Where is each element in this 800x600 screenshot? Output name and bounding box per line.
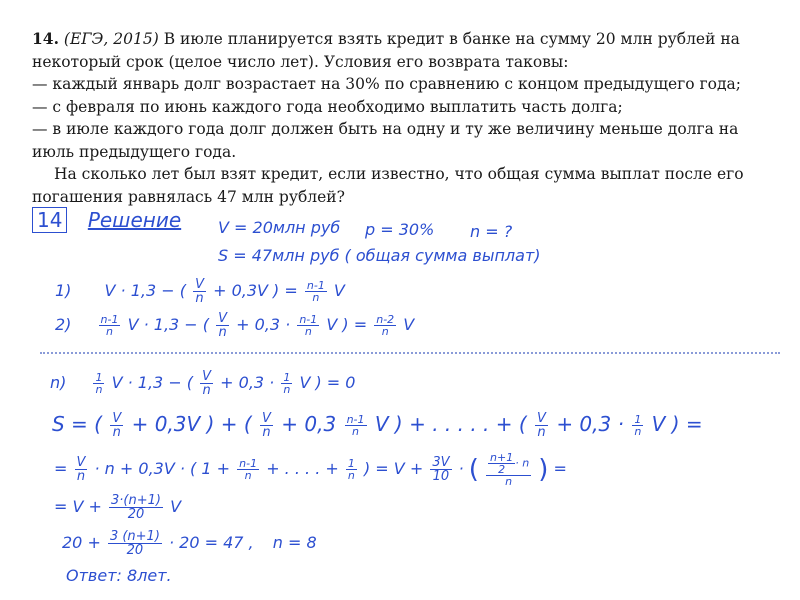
sum-e: + 0,3 ·	[556, 412, 624, 436]
problem-intro-text: В июле планируется взять кредит в банке на сумму 20 млн рублей на некоторый срок (целое число лет). Условия его возврата таковы:	[32, 30, 740, 71]
step-1-v: V	[333, 281, 345, 300]
expand-g: =	[553, 459, 567, 478]
frac-nm2-over-n: $\frac{n-2}{n}$	[376, 313, 395, 338]
final-a: 20 +	[62, 533, 101, 552]
final-b: · 20 = 47 ,	[169, 533, 254, 552]
frac-1-over-n: $\frac{1}{n}$	[95, 371, 103, 396]
expand-a: =	[54, 459, 68, 478]
frac-nm1-over-n: $\frac{n-1}{n}$	[299, 313, 318, 338]
frac-nm1-over-n: $\frac{n-1}{n}$	[100, 313, 119, 338]
step-1-a: V · 1,3 − (	[104, 281, 186, 300]
expand-b: · n + 0,3V · ( 1 +	[94, 459, 231, 478]
frac-3np1-over-20: $\frac{3\cdot(n+1)}{20}$	[111, 493, 161, 522]
answer: Ответ: 8лет.	[66, 566, 172, 585]
problem-statement	[32, 28, 772, 208]
frac-nm1-over-n: $\frac{n-1}{n}$	[239, 457, 258, 482]
frac-3v-over-10: $\frac{3V}{10}$	[432, 455, 450, 484]
expand-c: + . . . . +	[266, 459, 339, 478]
solution-heading: Решение	[87, 208, 182, 232]
sum-d: V ) + . . . . . + (	[374, 412, 527, 436]
frac-v-over-n: $\frac{V}{n}$	[218, 311, 228, 340]
step-2	[55, 312, 414, 339]
sum-line	[52, 412, 703, 439]
simplified-b: V	[170, 497, 182, 516]
step-2-label: 2)	[55, 315, 72, 334]
step-2-a: V · 1,3 − (	[127, 315, 210, 334]
frac-big: $\frac{n+1}{2}$ · n n	[486, 452, 531, 487]
expand-e: ·	[458, 459, 464, 478]
problem-question: На сколько лет был взят кредит, если известно, что общая сумма выплат после его погашения равнялась 47 млн рублей?	[32, 165, 744, 206]
final-c: n = 8	[272, 533, 317, 552]
sum-a: S = (	[52, 412, 102, 436]
step-n-a: V · 1,3 − (	[111, 373, 194, 392]
step-2-c: V ) =	[326, 315, 368, 334]
problem-intro	[32, 28, 772, 73]
frac-v-over-n: $\frac{V}{n}$	[76, 455, 86, 484]
expand-d: ) = V +	[363, 459, 424, 478]
close-paren: )	[538, 454, 549, 485]
expand-line	[54, 452, 567, 487]
sum-b: + 0,3V ) + (	[131, 412, 252, 436]
solution-box-label: 14	[32, 207, 67, 233]
frac-nm1-over-n: $\frac{n-1}{n}$	[306, 279, 325, 304]
step-n-b: + 0,3 ·	[220, 373, 275, 392]
step-2-v: V	[403, 315, 415, 334]
simplified-a: = V +	[54, 497, 102, 516]
sum-f: V ) =	[651, 412, 703, 436]
frac-v-over-n: $\frac{V}{n}$	[195, 277, 204, 306]
frac-1-over-n: $\frac{1}{n}$	[347, 457, 355, 482]
given-v: V = 20млн руб	[218, 218, 341, 237]
open-paren: (	[468, 454, 479, 485]
ellipsis-dots	[40, 352, 780, 356]
frac-1-over-n: $\frac{1}{n}$	[283, 371, 291, 396]
problem-source: (ЕГЭ, 2015)	[63, 30, 159, 48]
problem-number: 14.	[32, 29, 59, 48]
step-n	[50, 370, 355, 397]
solution-header	[32, 208, 181, 232]
simplified-line	[54, 494, 181, 521]
frac-1-over-n: $\frac{1}{n}$	[634, 413, 642, 438]
given-p: p = 30%	[365, 220, 435, 239]
frac-3np1-over-20: $\frac{3 (n+1)}{20}$	[109, 529, 160, 558]
frac-v-over-n: $\frac{V}{n}$	[537, 411, 546, 440]
frac-v-over-n: $\frac{V}{n}$	[202, 369, 212, 398]
frac-nm1-over-n: $\frac{n-1}{n}$	[346, 413, 365, 438]
step-1	[55, 278, 345, 305]
step-1-b: + 0,3V ) =	[213, 281, 298, 300]
step-1-label: 1)	[55, 281, 72, 300]
given-n: n = ?	[470, 222, 513, 241]
condition-1: — каждый январь долг возрастает на 30% по сравнению с концом предыдущего года;	[32, 75, 741, 93]
given-s: S = 47млн руб ( общая сумма выплат)	[218, 246, 541, 265]
frac-v-over-n: $\frac{V}{n}$	[112, 411, 122, 440]
step-2-b: + 0,3 ·	[236, 315, 291, 334]
final-equation	[62, 530, 317, 557]
step-n-label: n)	[50, 373, 67, 392]
condition-3: — в июле каждого года долг должен быть на одну и ту же величину меньше долга на июль предыдущего года.	[32, 120, 739, 161]
frac-v-over-n: $\frac{V}{n}$	[262, 411, 271, 440]
condition-2: — с февраля по июнь каждого года необходимо выплатить часть долга;	[32, 97, 623, 116]
step-n-c: V ) = 0	[299, 373, 356, 392]
sum-c: + 0,3	[281, 412, 337, 436]
